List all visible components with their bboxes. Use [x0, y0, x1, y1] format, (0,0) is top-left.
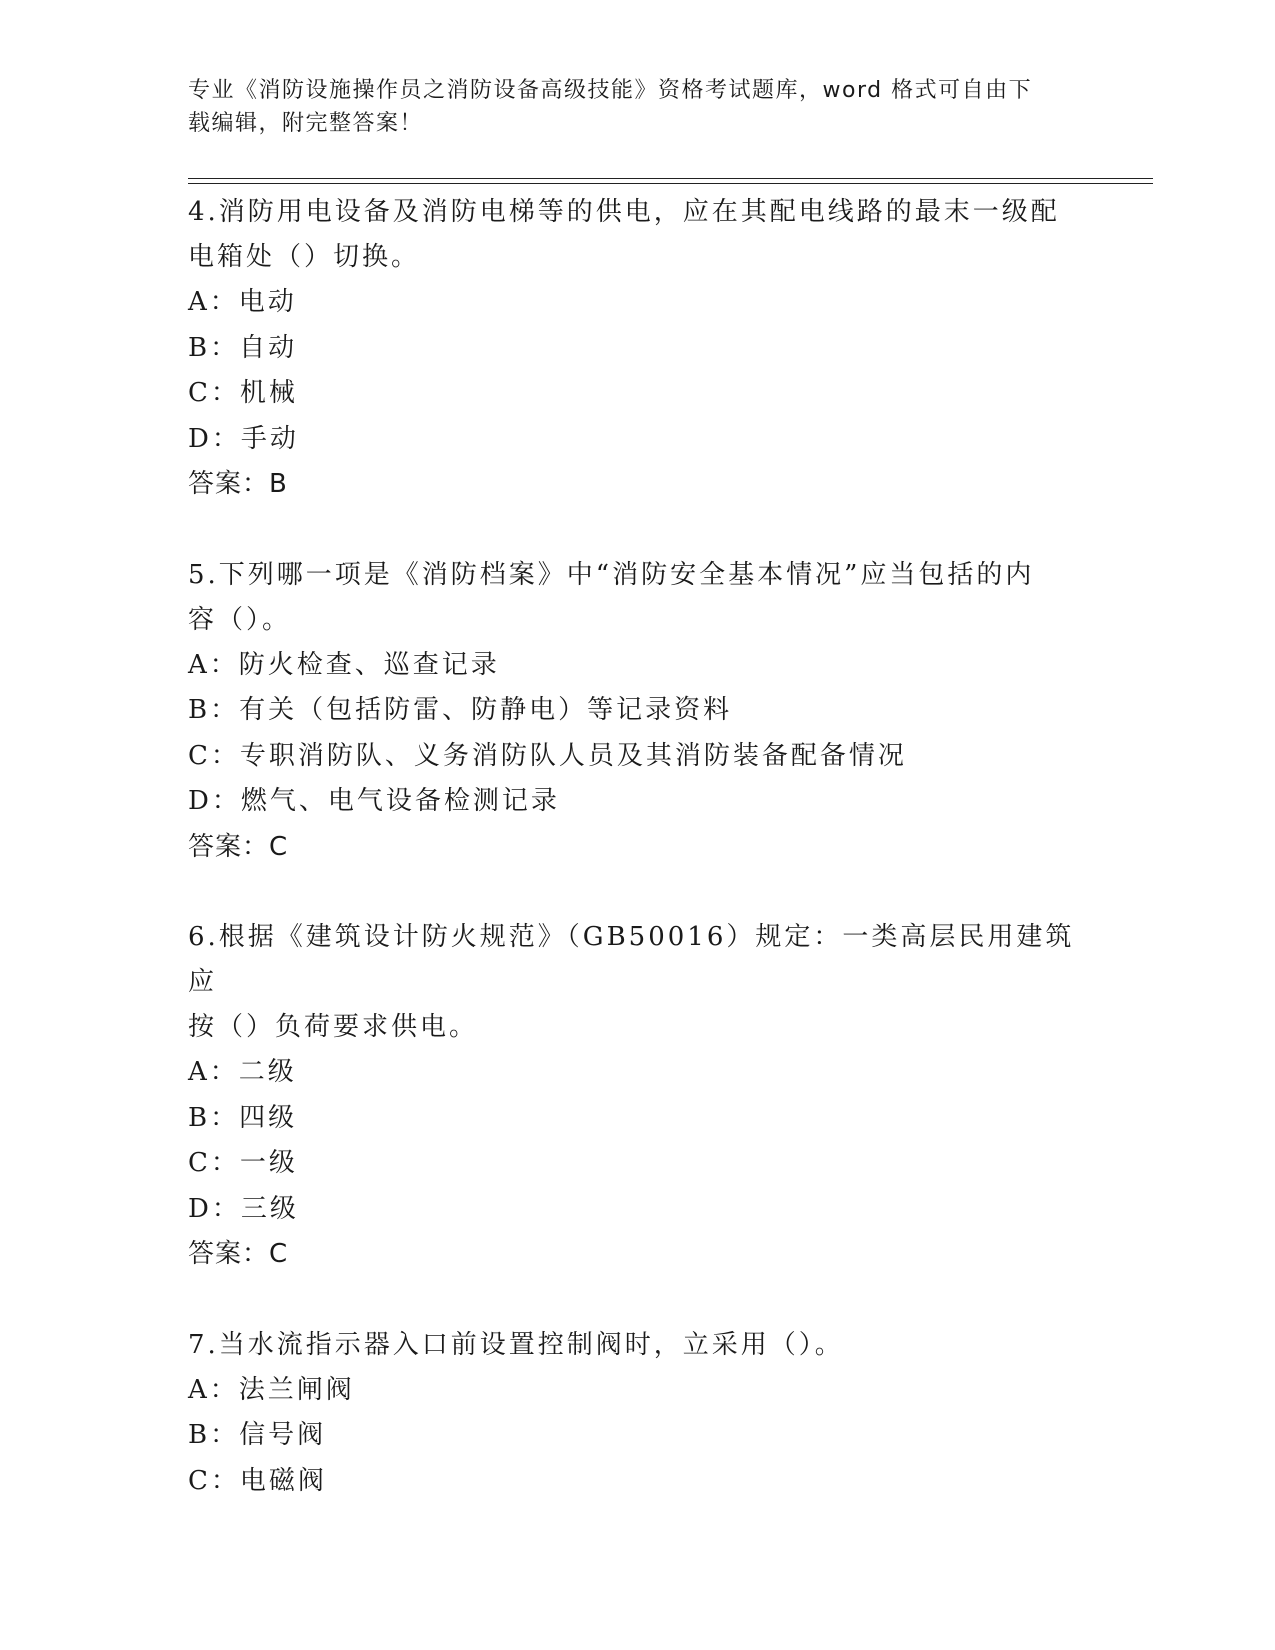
- document-header: [188, 74, 1068, 140]
- answer-line: 答案：B: [188, 469, 288, 499]
- header-line-1: 专业《消防设施操作员之消防设备高级技能》资格考试题库，word 格式可自由下: [188, 78, 1033, 103]
- question-stem: [188, 553, 1088, 643]
- option-b: B：信号阀: [188, 1420, 327, 1450]
- header-line-2: 载编辑，附完整答案！: [188, 111, 424, 136]
- question-4: [188, 190, 1088, 508]
- option-a: A：法兰闸阀: [188, 1374, 355, 1405]
- question-6: [188, 915, 1088, 1278]
- option-b: B：自动: [188, 332, 298, 363]
- option-c: C：电磁阀: [188, 1465, 327, 1496]
- question-5: [188, 553, 1088, 871]
- option-d: D：三级: [188, 1193, 299, 1224]
- option-a: A：二级: [188, 1057, 297, 1087]
- question-stem-line: 按（）负荷要求供电。: [188, 1012, 479, 1042]
- question-stem: [188, 1323, 1088, 1368]
- option-d: D：手动: [188, 423, 299, 454]
- question-stem: [188, 915, 1088, 1050]
- header-divider-top: [188, 178, 1153, 179]
- option-c: C：机械: [188, 378, 298, 408]
- question-stem-line: 7.当水流指示器入口前设置控制阀时，立采用（）。: [188, 1329, 844, 1360]
- answer-line: 答案：C: [188, 1239, 289, 1269]
- option-c: C：专职消防队、义务消防队人员及其消防装备配备情况: [188, 740, 907, 771]
- option-c: C：一级: [188, 1148, 298, 1178]
- option-d: D：燃气、电气设备检测记录: [188, 786, 560, 816]
- question-stem: [188, 190, 1088, 280]
- header-divider-bottom: [188, 183, 1153, 184]
- question-stem-line: 电箱处（）切换。: [188, 242, 421, 272]
- question-list: [188, 190, 1088, 1549]
- option-b: B：有关（包括防雷、防静电）等记录资料: [188, 695, 733, 725]
- question-stem-line: 容（）。: [188, 604, 292, 635]
- option-b: B：四级: [188, 1102, 298, 1133]
- question-7: [188, 1323, 1088, 1505]
- answer-line: 答案：C: [188, 831, 289, 862]
- option-a: A：电动: [188, 287, 297, 317]
- question-stem-line: 6.根据《建筑设计防火规范》（GB50016）规定：一类高层民用建筑应: [188, 922, 1075, 997]
- option-a: A：防火检查、巡查记录: [188, 649, 500, 680]
- question-stem-line: 4.消防用电设备及消防电梯等的供电，应在其配电线路的最末一级配: [188, 197, 1060, 227]
- question-stem-line: 5.下列哪一项是《消防档案》中“消防安全基本情况”应当包括的内: [188, 559, 1035, 590]
